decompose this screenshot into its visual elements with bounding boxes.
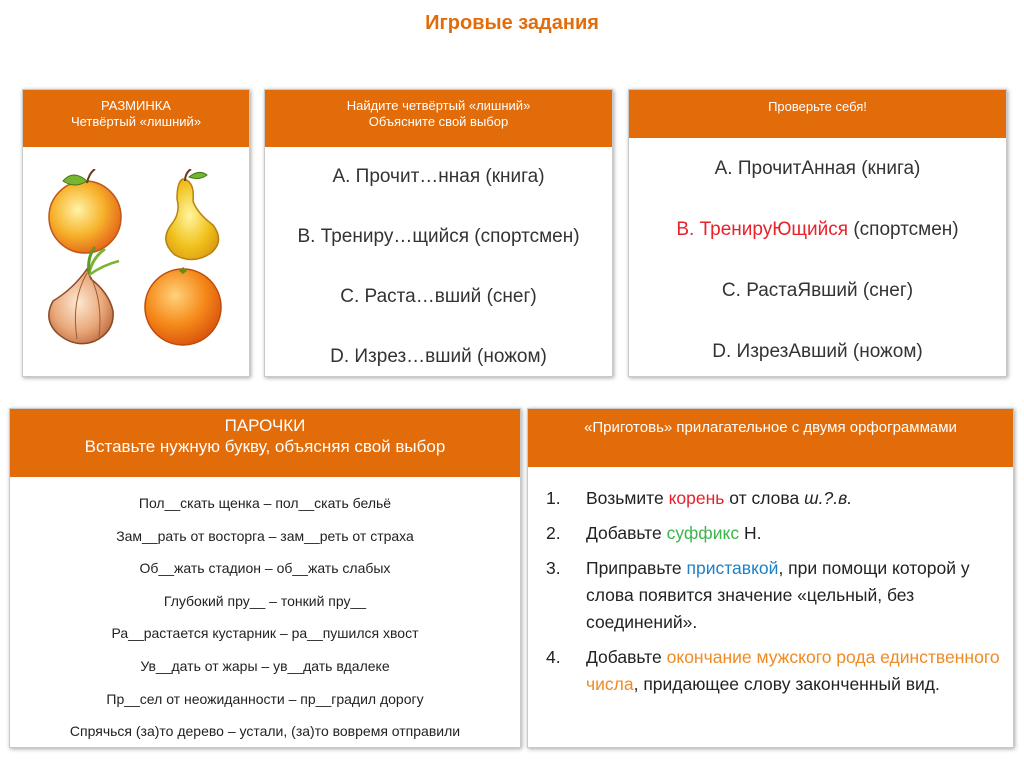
pairs-card	[9, 408, 521, 748]
pairs-list	[10, 477, 520, 748]
find-option-d: D. Изрез…вший (ножом)	[330, 346, 547, 367]
check-options	[629, 138, 1006, 382]
check-option-b-answer: В. ТренируЮщийся	[676, 219, 849, 240]
warmup-subtitle: Четвёртый «лишний»	[70, 114, 202, 130]
step-number: 3.	[546, 558, 561, 578]
find-option-b: В. Трениру…щийся (спортсмен)	[297, 226, 580, 247]
cook-step	[546, 644, 1001, 698]
cook-steps	[528, 467, 1013, 698]
pairs-line: Об__жать стадион – об__жать слабых	[139, 560, 391, 577]
find-option-c: С. Раста…вший (снег)	[340, 286, 537, 307]
check-card	[628, 89, 1007, 377]
cook-step	[546, 485, 1001, 512]
pairs-line: Пр__сел от неожиданности – пр__градил дорогу	[106, 690, 424, 707]
orange-icon	[145, 267, 221, 345]
step-highlight: суффикс	[666, 523, 740, 543]
pairs-line: Ув__дать от жары – ув__дать вдалеке	[140, 657, 390, 674]
pairs-line: Зам__рать от восторга – зам__реть от страха	[116, 527, 414, 544]
pairs-line: Глубокий пру__ – тонкий пру__	[163, 592, 367, 609]
find-card	[264, 89, 613, 377]
warmup-title: РАЗМИНКА	[101, 98, 171, 113]
warmup-card	[22, 89, 250, 377]
step-text: Возьмите корень от слова ш.?.в.	[586, 488, 853, 508]
cook-card	[527, 408, 1014, 748]
find-title: Найдите четвёртый «лишний»	[346, 98, 531, 113]
step-text: Приправьте приставкой, при помощи которой у слова появится значение «цельный, без соединений».	[586, 558, 970, 632]
check-option-c: С. РастаЯвший (снег)	[721, 280, 914, 301]
warmup-header	[23, 90, 249, 147]
step-text: Добавьте суффикс Н.	[586, 523, 762, 543]
step-number: 2.	[546, 523, 561, 543]
pairs-line: Ра__растается кустарник – ра__пушился хвост	[111, 625, 419, 642]
find-header	[265, 90, 612, 147]
check-option-b	[629, 199, 1006, 260]
step-number: 1.	[546, 488, 561, 508]
cook-header	[528, 409, 1013, 467]
page-title: Игровые задания	[425, 12, 599, 34]
cook-step	[546, 555, 1001, 636]
pear-icon	[166, 169, 219, 260]
step-text: Добавьте окончание мужского рода единственного числа, придающее слову законченный вид.	[586, 647, 1000, 694]
fruits-picture	[43, 169, 229, 355]
pairs-subtitle: Вставьте нужную букву, объясняя свой выбор	[84, 437, 446, 457]
apple-icon	[49, 169, 121, 253]
cook-title: «Приготовь» прилагательное с двумя орфограммами	[584, 419, 957, 436]
onion-icon	[49, 247, 119, 344]
find-subtitle: Объясните свой выбор	[368, 114, 509, 130]
check-option-b-rest: (спортсмен)	[853, 219, 959, 240]
pairs-line: Спрячься (за)то дерево – устали, (за)то вовремя отправили	[69, 723, 461, 740]
step-highlight: корень	[668, 488, 725, 508]
pairs-header	[10, 409, 520, 477]
find-options	[265, 147, 612, 387]
check-option-d: D. ИзрезАвший (ножом)	[712, 341, 923, 362]
step-highlight: приставкой	[686, 558, 779, 578]
pairs-title: ПАРОЧКИ	[224, 416, 306, 435]
check-header	[629, 90, 1006, 138]
step-word: ш.?.в.	[804, 488, 853, 508]
check-title: Проверьте себя!	[768, 99, 867, 114]
step-number: 4.	[546, 647, 561, 667]
find-option-a: А. Прочит…нная (книга)	[332, 166, 545, 187]
step-highlight: окончание мужского рода единственного числа	[586, 647, 1000, 694]
cook-step	[546, 520, 1001, 547]
check-option-a: А. ПрочитАнная (книга)	[714, 158, 921, 179]
pairs-line: Пол__скать щенка – пол__скать бельё	[138, 495, 392, 511]
